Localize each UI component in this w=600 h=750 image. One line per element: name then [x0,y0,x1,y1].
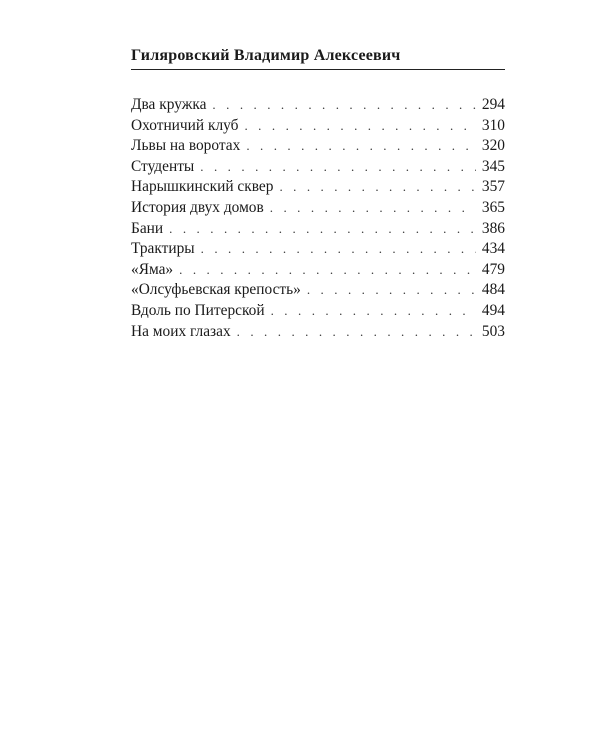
toc-entry [131,95,505,116]
toc-entry [131,239,505,260]
toc-entry-title: Вдоль по Питерской [131,301,265,319]
toc-entry-title: Нарышкинский сквер [131,178,274,196]
toc-entry [131,322,505,343]
dot-leader [237,322,476,343]
toc-entry [131,280,505,301]
toc-entry-page-number: 386 [481,219,505,237]
dot-leader [169,219,476,240]
toc-entry-title: Львы на воротах [131,137,241,155]
toc-entry [131,116,505,137]
toc-entry-title: История двух домов [131,198,264,216]
toc-entry-title: «Яма» [131,260,174,278]
dot-leader [271,301,476,322]
toc-entry-page-number: 345 [481,157,505,175]
dot-leader [179,260,476,281]
toc-entry-page-number: 479 [481,260,505,278]
dot-leader [200,157,476,178]
toc-entry [131,301,505,322]
running-head-author: Гиляровский Владимир Алексеевич [131,47,401,64]
toc-entry [131,198,505,219]
toc-entry-title: На моих глазах [131,322,231,340]
toc-entry-title: Студенты [131,157,195,175]
toc-entry [131,136,505,157]
toc-entry-page-number: 484 [481,281,505,299]
toc-entry [131,219,505,240]
toc-entry-title: «Олсуфьевская крепость» [131,281,301,299]
table-of-contents [131,95,505,342]
toc-entry-page-number: 503 [481,322,505,340]
toc-entry-page-number: 310 [481,116,505,134]
running-head [131,43,505,70]
toc-entry-page-number: 357 [481,178,505,196]
toc-entry [131,260,505,281]
dot-leader [201,239,476,260]
toc-entry-title: Трактиры [131,240,195,258]
toc-entry-title: Бани [131,219,164,237]
toc-entry-title: Два кружка [131,96,207,113]
dot-leader [270,198,476,219]
toc-entry-page-number: 320 [481,137,505,155]
dot-leader [246,136,476,157]
dot-leader [212,95,475,116]
toc-entry [131,157,505,178]
toc-entry-page-number: 434 [481,240,505,258]
toc-entry-page-number: 365 [481,198,505,216]
toc-entry [131,177,505,198]
dot-leader [279,177,475,198]
toc-entry-page-number: 294 [481,96,505,113]
toc-entry-page-number: 494 [481,301,505,319]
toc-entry-title: Охотничий клуб [131,116,239,134]
dot-leader [307,280,476,301]
dot-leader [244,116,475,137]
